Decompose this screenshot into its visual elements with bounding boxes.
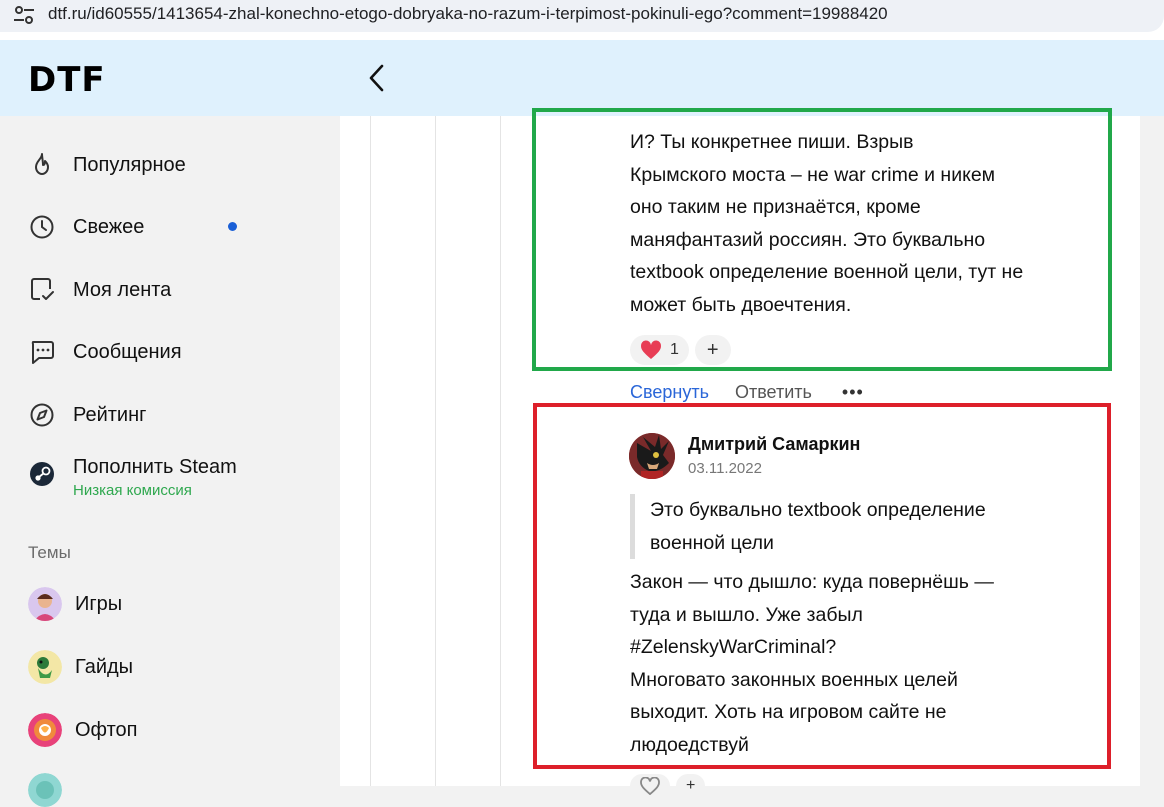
dtf-logo[interactable]: DTF <box>28 60 106 100</box>
theme-label: Офтоп <box>75 718 138 741</box>
reaction-count: 1 <box>670 341 679 358</box>
highlight-box-green <box>532 108 1112 371</box>
site-header <box>0 40 1164 116</box>
theme-label: Гайды <box>75 655 134 678</box>
sidebar-item-my-feed[interactable] <box>28 274 171 306</box>
reactions-bar <box>630 774 705 798</box>
site-settings-icon[interactable] <box>12 4 36 26</box>
sidebar-item-steam[interactable] <box>28 451 237 483</box>
theme-item-games[interactable] <box>28 587 122 621</box>
themes-heading: Темы <box>28 543 71 562</box>
highlight-box-red <box>533 403 1111 769</box>
comment-line: может быть двоечтения. <box>630 293 852 316</box>
new-content-dot <box>228 222 237 231</box>
theme-label: Игры <box>75 592 123 615</box>
feed-check-icon <box>28 276 56 304</box>
sidebar-item-label: Моя лента <box>73 278 172 301</box>
theme-avatar <box>28 587 62 621</box>
sidebar-item-label: Рейтинг <box>73 403 147 426</box>
steam-icon <box>28 460 56 488</box>
comment-actions <box>630 382 864 403</box>
compass-icon <box>28 401 56 429</box>
thread-line <box>370 116 371 786</box>
sidebar <box>0 116 340 786</box>
heart-reaction-button[interactable] <box>630 774 670 798</box>
comment-line: Закон — что дышло: куда повернёшь — <box>630 571 994 593</box>
theme-avatar <box>28 650 62 684</box>
heart-outline-icon <box>640 777 660 795</box>
browser-address-bar <box>0 0 1164 40</box>
comment-author[interactable]: Дмитрий Самаркин <box>688 434 861 454</box>
comment-line: людоедствуй <box>630 733 749 756</box>
clock-icon <box>28 213 56 241</box>
flame-icon <box>28 151 56 179</box>
address-field[interactable] <box>0 0 1164 32</box>
sidebar-item-label: Популярное <box>73 153 186 176</box>
comment-line: маняфантазий россиян. Это буквально <box>630 228 986 251</box>
sidebar-item-label: Пополнить Steam <box>73 455 237 478</box>
back-chevron-icon[interactable] <box>364 60 392 96</box>
comment-line: #ZelenskyWarCriminal? <box>630 636 837 658</box>
comment-line: оно таким не признаётся, кроме <box>630 196 921 218</box>
theme-item-guides[interactable] <box>28 650 133 684</box>
collapse-button[interactable]: Свернуть <box>630 382 709 402</box>
sidebar-item-popular[interactable] <box>28 149 186 181</box>
theme-avatar <box>28 773 62 807</box>
theme-item-offtopic[interactable] <box>28 713 137 747</box>
quote-line: Это буквально textbook определение <box>650 499 986 521</box>
comment-line: выходит. Хоть на игровом сайте не <box>630 701 947 723</box>
sidebar-item-rating[interactable] <box>28 399 146 431</box>
plus-icon: + <box>706 338 719 361</box>
quote-line: военной цели <box>650 531 774 554</box>
plus-icon: + <box>686 777 696 794</box>
steam-sublabel: Низкая комиссия <box>73 482 192 499</box>
comment-line: Крымского моста – не war crime и никем <box>630 163 996 186</box>
comment-line: textbook определение военной цели, тут не <box>630 261 1024 283</box>
thread-line <box>500 116 501 786</box>
theme-avatar <box>28 713 62 747</box>
comment-line: туда и вышло. Уже забыл <box>630 603 863 626</box>
sidebar-item-fresh[interactable] <box>28 211 144 243</box>
page-gutter <box>1140 116 1164 786</box>
sidebar-item-label: Свежее <box>73 215 145 238</box>
thread-line <box>435 116 436 786</box>
reply-button[interactable]: Ответить <box>734 382 812 402</box>
add-reaction-button[interactable] <box>676 774 705 798</box>
sidebar-item-messages[interactable] <box>28 336 182 368</box>
theme-item-partial[interactable] <box>28 773 75 807</box>
comment-line: И? Ты конкретнее пиши. Взрыв <box>630 131 914 153</box>
chat-icon <box>28 338 56 366</box>
url-text[interactable]: dtf.ru/id60555/1413654-zhal-konechno-etogo-dobryaka-no-razum-i-terpimost-pokinuli-ego?comment=19988420 <box>48 4 888 23</box>
sidebar-item-label: Сообщения <box>73 340 182 363</box>
comment-date[interactable]: 03.11.2022 <box>688 460 762 477</box>
comment-line: Многовато законных военных целей <box>630 668 958 691</box>
more-options-icon[interactable]: ••• <box>841 382 864 402</box>
